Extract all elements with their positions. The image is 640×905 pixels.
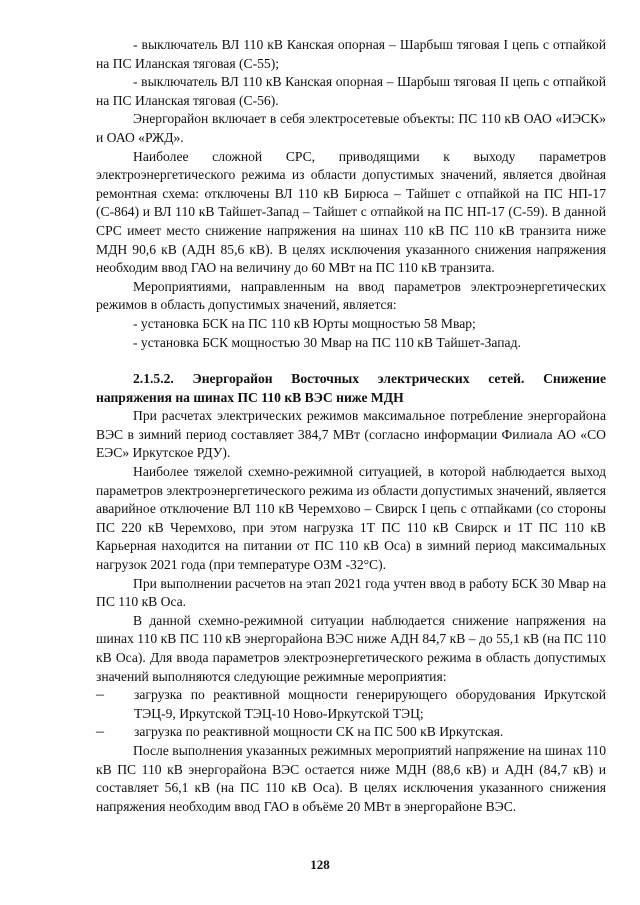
page-number: 128 <box>310 857 330 872</box>
section-heading: 2.1.5.2. Энергорайон Восточных электрических сетей. Снижение напряжения на шинах ПС 110 кВ ВЭС ниже МДН <box>96 371 606 405</box>
paragraph: - установка БСК на ПС 110 кВ Юрты мощностью 58 Мвар; <box>133 315 476 331</box>
paragraph: При расчетах электрических режимов максимальное потребление энергорайона ВЭС в зимний период составляет 384,7 МВт (согласно информации Филиала АО «СО ЕЭС» Иркутское РДУ). <box>96 408 606 461</box>
paragraph: Наиболее сложной СРС, приводящими к выходу параметров электроэнергетического режима из области допустимых значений, является двойная ремонтная схема: отключены ВЛ 110 кВ Бирюса – Тайшет с отпайкой на ПС НП-17 (С-864) и ВЛ 110 кВ Тайшет-Запад – Тайшет с отпайкой на ПС НП-17 (С-59). В данной СРС имеет место снижение напряжения на шинах 110 кВ ПС 110 кВ транзита ниже МДН 90,6 кВ (АДН 85,6 кВ). В целях исключения указанного снижения напряжения необходим ввод ГАО на величину до 60 МВт на ПС 110 кВ транзита. <box>96 148 606 276</box>
list-dash: – <box>96 723 104 741</box>
paragraph: В данной схемно-режимной ситуации наблюдается снижение напряжения на шинах 110 кВ ПС 110 кВ энергорайона ВЭС ниже АДН 84,7 кВ – до 55,1 кВ (на ПС 110 кВ Оса). Для ввода параметров электроэнергетического режима в область допустимых значений выполняются следующие режимные мероприятия: <box>96 612 606 684</box>
list-item-text: загрузка по реактивной мощности СК на ПС 500 кВ Иркутская. <box>134 724 504 740</box>
list-item-text: загрузка по реактивной мощности генерирующего оборудования Иркутской ТЭЦ-9, Иркутской ТЭЦ-10 Ново-Иркутской ТЭЦ; <box>134 687 606 721</box>
list-item <box>96 686 606 723</box>
list-item <box>96 723 606 742</box>
paragraph: После выполнения указанных режимных мероприятий напряжение на шинах 110 кВ ПС 110 кВ энергорайона ВЭС остается ниже МДН (88,6 кВ) и АДН (84,7 кВ) и составляет 56,1 кВ (на ПС 110 кВ Оса). В целях исключения указанного снижения напряжения необходим ввод ГАО в объёме 20 МВт в энергорайоне ВЭС. <box>96 742 606 814</box>
paragraph: - установка БСК мощностью 30 Мвар на ПС 110 кВ Тайшет-Запад. <box>133 334 521 350</box>
list-dash: – <box>96 686 104 704</box>
paragraph: Наиболее тяжелой схемно-режимной ситуацией, в которой наблюдается выход параметров электроэнергетического режима из области допустимых значений, является аварийное отключение ВЛ 110 кВ Черемхово – Свирск I цепь с отпайками (со стороны ПС 220 кВ Черемхово, при этом нагрузка 1Т ПС 110 кВ Свирск и 1Т ПС 110 кВ Карьерная находится на питании от ПС 110 кВ Оса) в зимний период максимальных нагрузок 2021 года (при температуре ОЗМ -32°С). <box>96 464 606 573</box>
paragraph: - выключатель ВЛ 110 кВ Канская опорная – Шарбыш тяговая I цепь с отпайкой на ПС Иланская тяговая (С-55); <box>96 37 606 71</box>
paragraph: При выполнении расчетов на этап 2021 года учтен ввод в работу БСК 30 Мвар на ПС 110 кВ Оса. <box>96 575 606 610</box>
paragraph: Мероприятиями, направленным на ввод параметров электроэнергетических режимов в область допустимых значений, является: <box>96 278 606 313</box>
paragraph: Энергорайон включает в себя электросетевые объекты: ПС 110 кВ ОАО «ИЭСК» и ОАО «РЖД». <box>96 111 606 145</box>
paragraph: - выключатель ВЛ 110 кВ Канская опорная – Шарбыш тяговая II цепь с отпайкой на ПС Иланская тяговая (С-56). <box>96 74 606 108</box>
